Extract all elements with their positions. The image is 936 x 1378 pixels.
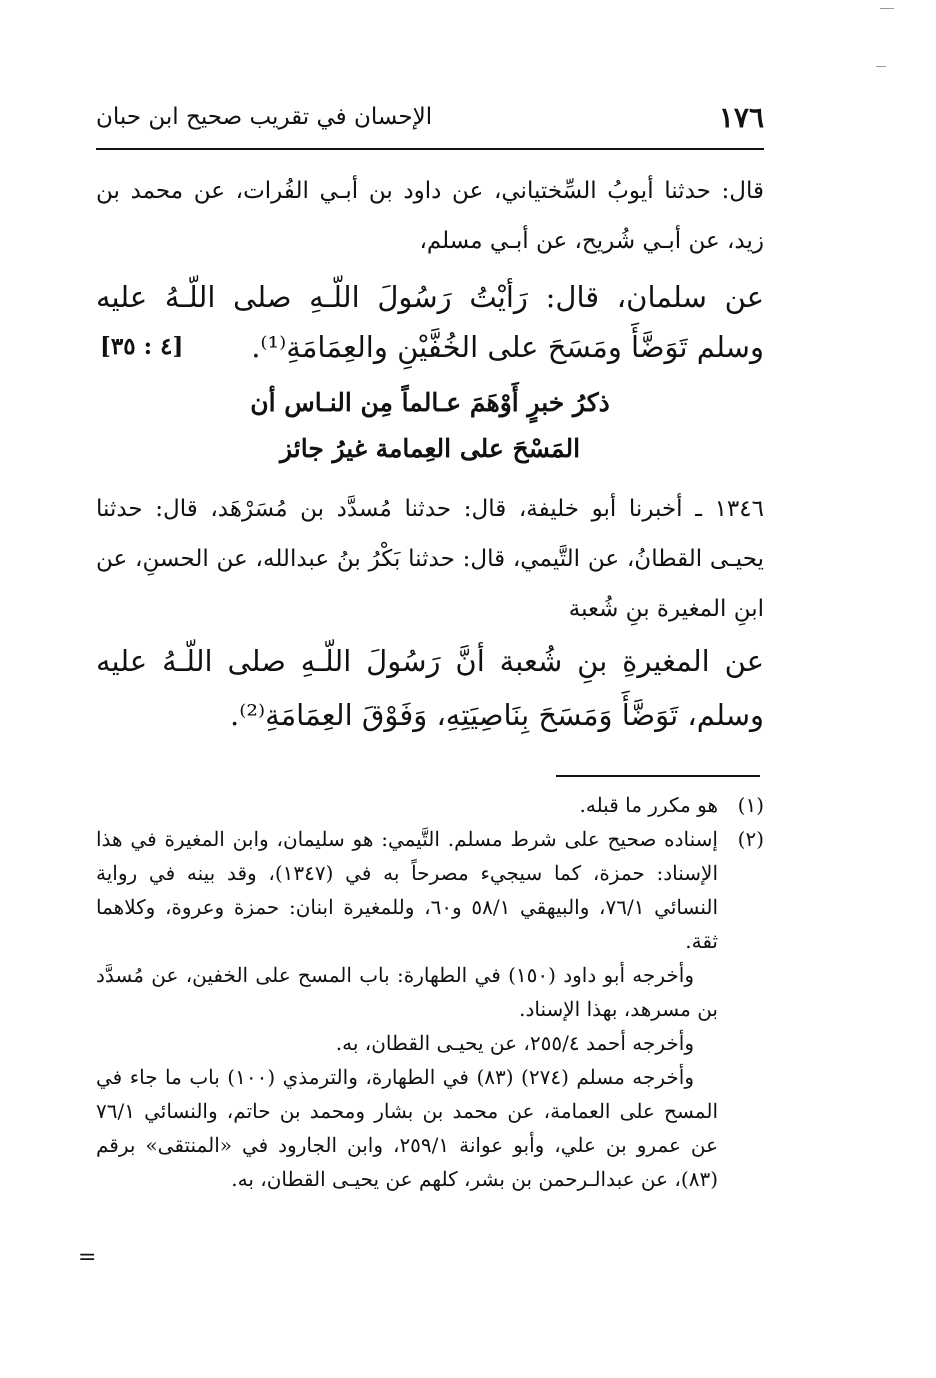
footnote-1 [96, 788, 764, 822]
matn-paragraph-1: عن سلمان، قال: رَأيْتُ رَسُولَ اللّـهِ صلى اللّـهُ عليه وسلم تَوَضَّأَ ومَسَحَ على الخُفَّيْنِ والعِمَامَةِ⁽¹⁾. [96, 280, 764, 364]
footnote-paragraph: وأخرجه أحمد ٢٥٥/٤، عن يحيـى القطان، به. [335, 1031, 694, 1055]
scan-mark-mid [876, 66, 886, 67]
footnote-text: إسناده صحيح على شرط مسلم. التَّيمي: هو سليمان، وابن المغيرة في هذا الإسناد: حمزة، كما سيجيء مصرحاً به في (١٣٤٧)، وقد بينه في رواية النسائي ٧٦/١، والبيهقي ٥٨/١ و٦٠، وللمغيرة ابنان: حمزة وعروة، وكلاهما ثقة. [96, 827, 719, 953]
footnote-number: (١) [737, 793, 764, 817]
chapter-heading-line-2: المَسْحَ على العِمامة غيرُ جائز [279, 434, 581, 463]
chapter-heading-line-1: ذكرُ خبرٍ أَوْهَمَ عـالماً مِن النـاس أن [250, 388, 610, 417]
chapter-heading [96, 380, 764, 472]
matn-paragraph-2: عن المغيرةِ بنِ شُعبة أنَّ رَسُولَ اللّـهِ صلى اللّـهُ عليه وسلم، تَوَضَّأَ وَمَسَحَ بِنَاصِيَتِهِ، وَفَوْقَ العِمَامَةِ⁽²⁾. [96, 644, 764, 732]
footnote-paragraph: وأخرجه أبو داود (١٥٠) في الطهارة: باب المسح على الخفين، عن مُسدَّد بن مسرهد، بهذا الإسناد. [96, 963, 718, 1021]
footnote-2 [96, 822, 764, 1196]
footnotes [96, 788, 764, 1196]
isnad-paragraph: قال: حدثنا أيوبُ السِّختياني، عن داود بن أبـي الفُرات، عن محمد بن زيد، عن أبـي شُريح، عن أبـي مسلم، [96, 178, 764, 254]
footnote-number: (٢) [737, 827, 764, 851]
footnote-paragraph: وأخرجه مسلم (٢٧٤) (٨٣) في الطهارة، والترمذي (١٠٠) باب ما جاء في المسح على العمامة، عن محمد بن بشار ومحمد بن حاتم، والنسائي ٧٦/١ عن عمرو بن علي، وأبو عوانة ٢٥٩/١، وابن الجارود في «المنتقى» برقم (٨٣)، عن عبدالـرحمن بن بشر، كلهم عن يحيـى القطان، به. [96, 1065, 719, 1191]
footnote-text: هو مكرر ما قبله. [579, 793, 718, 817]
hadith-isnad-paragraph: ١٣٤٦ ـ أخبرنا أبو خليفة، قال: حدثنا مُسدَّد بن مُسَرْهَد، قال: حدثنا يحيـى القطانُ، عن التَّيمي، قال: حدثنا بَكْرُ بنُ عبدالله، عن الحسنِ، عن ابنِ المغيرة بنِ شُعبة [96, 496, 764, 622]
scan-mark-top [880, 8, 894, 9]
page-number: ١٧٦ [718, 100, 764, 134]
page-header [96, 92, 764, 142]
continuation-mark: = [78, 1245, 97, 1270]
reference-tag: [٤ : ٣٥] [100, 333, 184, 360]
footnote-rule [556, 775, 760, 777]
running-title: الإحسان في تقريب صحيح ابن حبان [96, 104, 433, 130]
header-rule [96, 148, 764, 150]
